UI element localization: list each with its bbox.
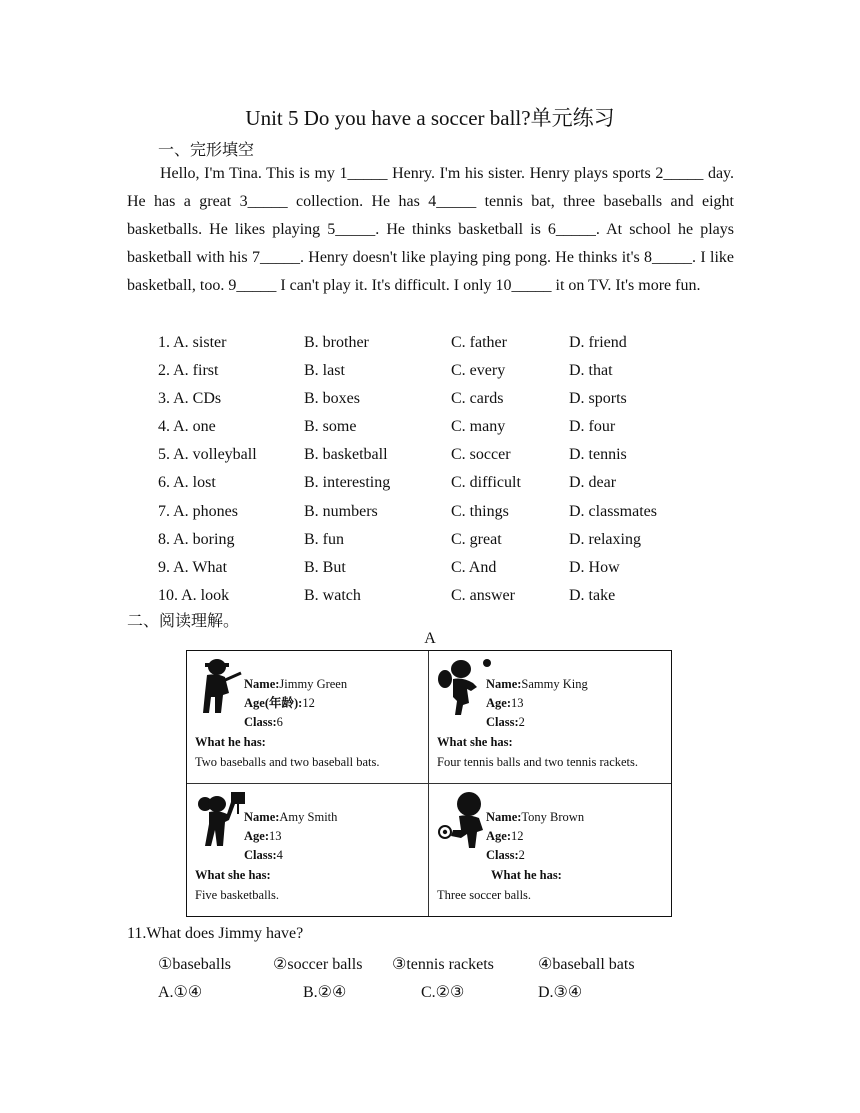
has-value: Five basketballs. bbox=[195, 887, 280, 902]
has-label: What she has: bbox=[437, 735, 513, 749]
answer-c: C.②③ bbox=[421, 984, 465, 1001]
has-label: What she has: bbox=[195, 867, 271, 882]
option-d: D. dear bbox=[569, 474, 617, 492]
question-11-items bbox=[158, 954, 778, 976]
option-d: D. tennis bbox=[569, 446, 627, 464]
option-b: B. basketball bbox=[304, 446, 388, 464]
option-a: 4. A. one bbox=[158, 418, 216, 436]
option-row bbox=[158, 441, 758, 469]
class-label: Class: bbox=[486, 847, 519, 862]
question-11-options bbox=[158, 982, 778, 1004]
age-value: 13 bbox=[269, 828, 282, 843]
has-label: What he has: bbox=[195, 735, 266, 749]
option-d: D. How bbox=[569, 558, 620, 576]
option-d: D. relaxing bbox=[569, 530, 641, 548]
option-b: B. watch bbox=[304, 586, 361, 604]
name-label: Name: bbox=[244, 677, 280, 691]
name-label: Name: bbox=[486, 809, 522, 824]
option-row bbox=[158, 385, 758, 413]
option-row bbox=[158, 582, 758, 610]
option-d: D. four bbox=[569, 418, 616, 436]
name-value: Amy Smith bbox=[279, 809, 338, 824]
cloze-passage bbox=[127, 160, 734, 300]
option-c: C. cards bbox=[451, 390, 504, 408]
has-value: Four tennis balls and two tennis rackets. bbox=[437, 755, 639, 769]
profile-grid bbox=[186, 650, 672, 917]
passage-text: Hello, I'm Tina. This is my 1_____ Henry. I'm his sister. Henry plays sports 2_____ day. He has a great 3_____ collection. He has 4_____ tennis bat, three baseballs and eight basketballs. He likes playing 5_____. He thinks basketball is 6_____. At school he plays basketball with his 7_____. Henry doesn't like playing ping pong. He thinks it's 8_____. I like basketball, too. 9_____ I can't play it. It's difficult. I only 10_____ it on TV. It's more fun. bbox=[127, 165, 734, 294]
option-b: B. interesting bbox=[304, 474, 391, 492]
page-title: Unit 5 Do you have a soccer ball?单元练习 bbox=[245, 106, 615, 130]
item-1: ①baseballs bbox=[158, 956, 231, 973]
option-c: C. difficult bbox=[451, 474, 521, 492]
option-b: B. numbers bbox=[304, 502, 378, 520]
profile-card bbox=[429, 784, 671, 917]
option-c: C. soccer bbox=[451, 446, 511, 464]
answer-a: A.①④ bbox=[158, 984, 203, 1001]
has-label: What he has: bbox=[491, 867, 562, 882]
option-d: D. sports bbox=[569, 390, 627, 408]
option-d: D. take bbox=[569, 586, 616, 604]
age-label: Age: bbox=[486, 828, 511, 843]
class-label: Class: bbox=[244, 847, 277, 862]
option-b: B. boxes bbox=[304, 390, 360, 408]
name-label: Name: bbox=[486, 677, 522, 691]
option-d: D. classmates bbox=[569, 502, 657, 520]
option-a: 9. A. What bbox=[158, 558, 228, 576]
age-value: 12 bbox=[302, 696, 315, 710]
option-a: 1. A. sister bbox=[158, 334, 227, 351]
has-value: Three soccer balls. bbox=[437, 887, 532, 902]
option-d: D. that bbox=[569, 362, 613, 380]
option-a: 3. A. CDs bbox=[158, 390, 222, 408]
item-2: ②soccer balls bbox=[273, 956, 363, 973]
baseball-player-icon bbox=[195, 657, 243, 717]
option-row bbox=[158, 357, 758, 385]
profile-info bbox=[244, 675, 347, 732]
answer-b: B.②④ bbox=[303, 984, 347, 1001]
option-b: B. last bbox=[304, 362, 345, 380]
option-a: 2. A. first bbox=[158, 362, 219, 380]
option-a: 7. A. phones bbox=[158, 502, 238, 520]
option-row bbox=[158, 329, 758, 357]
option-c: C. many bbox=[451, 418, 506, 436]
age-label: Age(年龄): bbox=[244, 696, 303, 710]
class-value: 2 bbox=[518, 715, 525, 729]
name-value: Jimmy Green bbox=[279, 677, 348, 691]
item-3: ③tennis rackets bbox=[392, 956, 494, 973]
option-b: B. fun bbox=[304, 530, 344, 548]
option-a: 6. A. lost bbox=[158, 474, 216, 492]
passage-label: A bbox=[424, 630, 436, 647]
option-b: B. But bbox=[304, 558, 346, 576]
age-label: Age: bbox=[244, 828, 269, 843]
option-d: D. friend bbox=[569, 334, 627, 351]
options-list bbox=[158, 329, 758, 610]
basketball-player-icon bbox=[195, 790, 251, 850]
option-b: B. brother bbox=[304, 334, 369, 351]
class-value: 6 bbox=[276, 715, 283, 729]
name-value: Tony Brown bbox=[521, 809, 585, 824]
option-row bbox=[158, 498, 758, 526]
option-c: C. things bbox=[451, 502, 509, 520]
option-c: C. father bbox=[451, 334, 507, 351]
option-c: C. answer bbox=[451, 586, 515, 604]
class-label: Class: bbox=[486, 715, 519, 729]
option-b: B. some bbox=[304, 418, 357, 436]
section-heading-reading: 二、阅读理解。 bbox=[127, 611, 240, 630]
name-label: Name: bbox=[244, 809, 280, 824]
has-value: Two baseballs and two baseball bats. bbox=[195, 755, 380, 769]
option-c: C. every bbox=[451, 362, 506, 380]
option-row bbox=[158, 526, 758, 554]
class-value: 2 bbox=[518, 847, 525, 862]
profile-info bbox=[244, 808, 337, 865]
name-value: Sammy King bbox=[521, 677, 588, 691]
option-a: 8. A. boring bbox=[158, 530, 235, 548]
option-a: 10. A. look bbox=[158, 586, 230, 604]
age-value: 13 bbox=[511, 696, 524, 710]
option-c: C. And bbox=[451, 558, 497, 576]
profile-card bbox=[429, 651, 671, 784]
option-a: 5. A. volleyball bbox=[158, 446, 257, 464]
profile-card bbox=[187, 784, 429, 917]
age-value: 12 bbox=[511, 828, 524, 843]
profile-card bbox=[187, 651, 429, 784]
option-row bbox=[158, 554, 758, 582]
class-label: Class: bbox=[244, 715, 277, 729]
class-value: 4 bbox=[276, 847, 283, 862]
profile-info bbox=[486, 808, 584, 865]
item-4: ④baseball bats bbox=[538, 956, 635, 973]
option-c: C. great bbox=[451, 530, 502, 548]
soccer-player-icon bbox=[437, 790, 493, 850]
age-label: Age: bbox=[486, 696, 511, 710]
question-11: 11.What does Jimmy have? bbox=[127, 925, 304, 942]
option-row bbox=[158, 469, 758, 497]
profile-info bbox=[486, 675, 588, 732]
section-heading-cloze: 一、完形填空 bbox=[158, 140, 255, 159]
answer-d: D.③④ bbox=[538, 984, 583, 1001]
tennis-player-icon bbox=[437, 657, 493, 717]
option-row bbox=[158, 413, 758, 441]
